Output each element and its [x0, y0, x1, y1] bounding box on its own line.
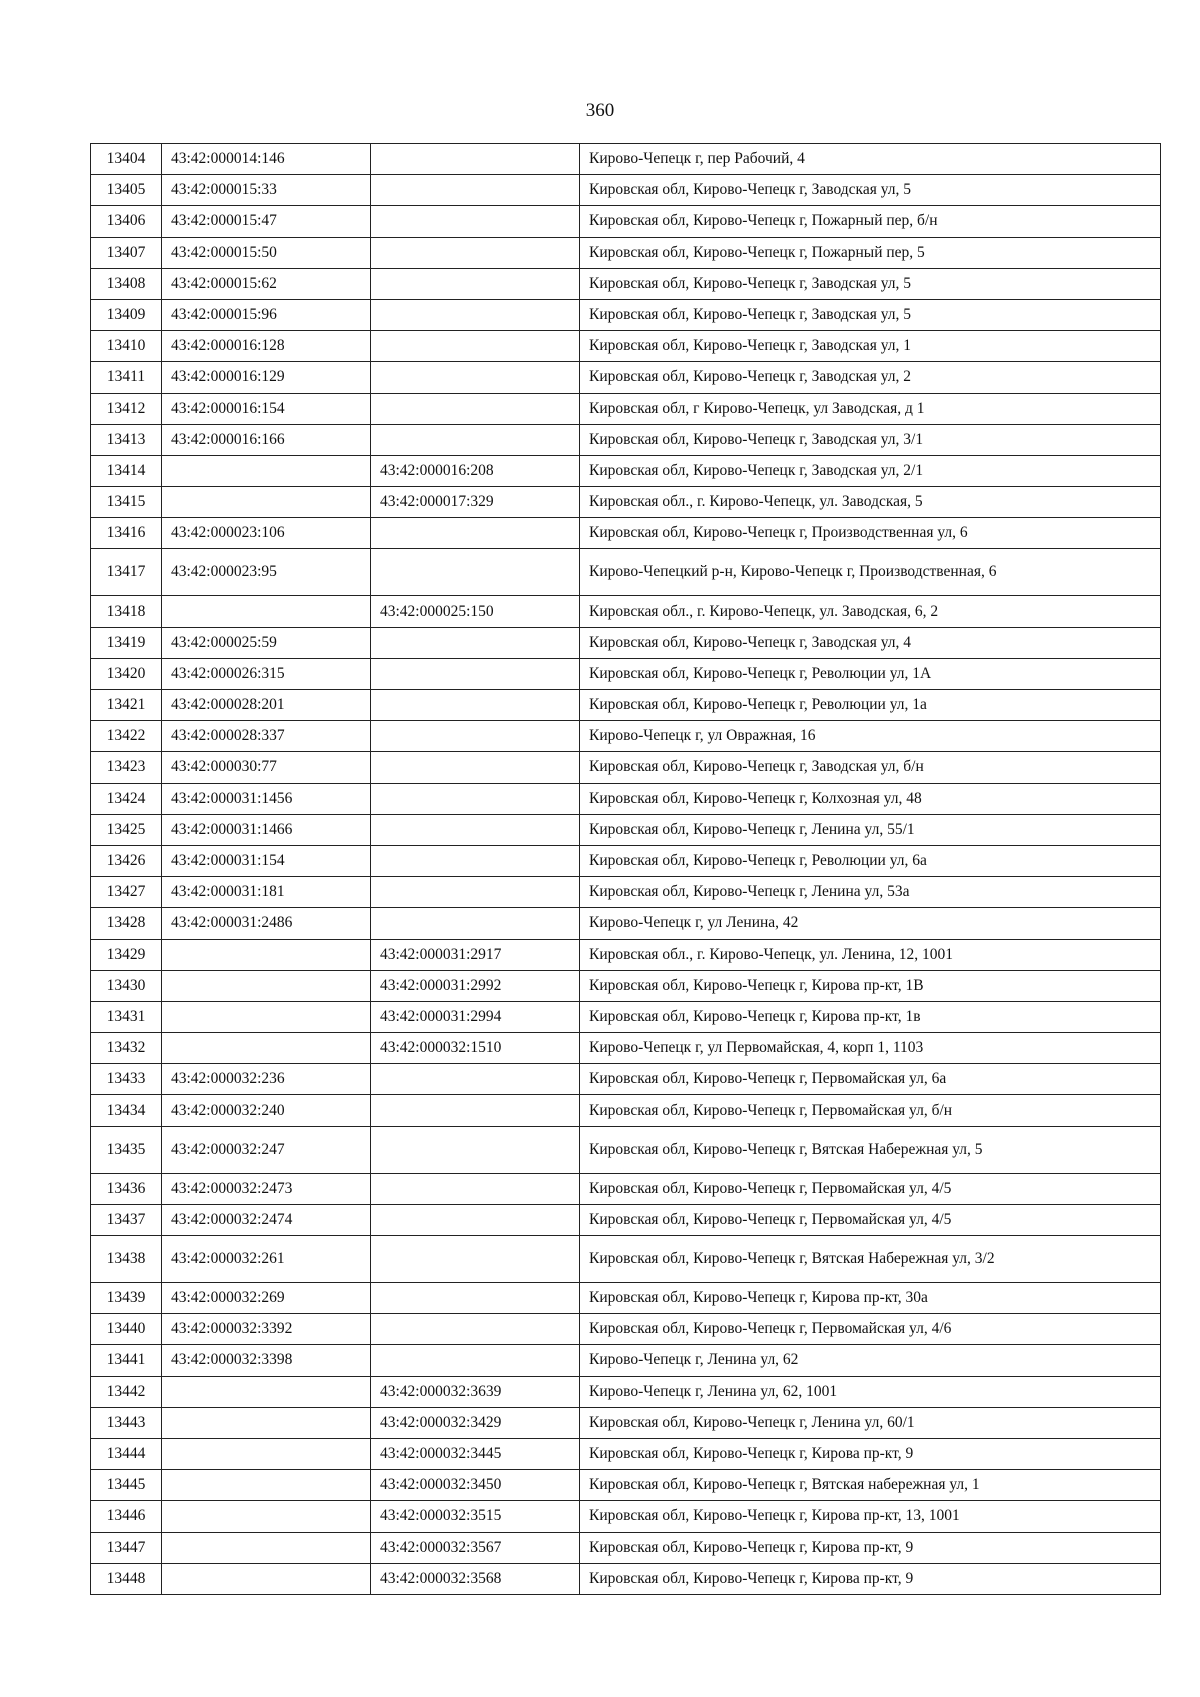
address-cell: Кировская обл, Кирово-Чепецк г, Кирова пр-кт, 1В [580, 970, 1161, 1001]
cadastral-number-cell: 43:42:000016:128 [162, 331, 371, 362]
cadastral-number-alt-cell [371, 1204, 580, 1235]
address-cell: Кировская обл, Кирово-Чепецк г, Пожарный пер, б/н [580, 206, 1161, 237]
row-number-cell: 13435 [91, 1126, 162, 1173]
cadastral-number-cell: 43:42:000032:3398 [162, 1345, 371, 1376]
table-row [91, 1438, 1161, 1469]
cadastral-number-alt-cell [371, 721, 580, 752]
cadastral-number-alt-cell: 43:42:000031:2992 [371, 970, 580, 1001]
table-row [91, 690, 1161, 721]
cadastral-number-cell: 43:42:000026:315 [162, 658, 371, 689]
table-row [91, 970, 1161, 1001]
address-cell: Кирово-Чепецк г, Ленина ул, 62, 1001 [580, 1376, 1161, 1407]
address-cell: Кировская обл, Кирово-Чепецк г, Революции ул, 1а [580, 690, 1161, 721]
cadastral-number-cell: 43:42:000031:154 [162, 845, 371, 876]
table-row [91, 299, 1161, 330]
row-number-cell: 13446 [91, 1501, 162, 1532]
table-row [91, 1563, 1161, 1594]
cadastral-number-alt-cell [371, 1064, 580, 1095]
row-number-cell: 13421 [91, 690, 162, 721]
cadastral-number-cell: 43:42:000025:59 [162, 627, 371, 658]
cadastral-number-alt-cell [371, 1314, 580, 1345]
cadastral-number-alt-cell: 43:42:000016:208 [371, 455, 580, 486]
address-cell: Кировская обл, Кирово-Чепецк г, Первомайская ул, 4/5 [580, 1204, 1161, 1235]
cadastral-number-alt-cell [371, 752, 580, 783]
cadastral-number-cell [162, 970, 371, 1001]
cadastral-number-alt-cell [371, 690, 580, 721]
row-number-cell: 13432 [91, 1033, 162, 1064]
cadastral-number-cell [162, 1407, 371, 1438]
cadastral-number-alt-cell [371, 1283, 580, 1314]
cadastral-number-cell: 43:42:000016:154 [162, 393, 371, 424]
table-row [91, 627, 1161, 658]
address-cell: Кировская обл, Кирово-Чепецк г, Кирова пр-кт, 30а [580, 1283, 1161, 1314]
cadastral-number-cell [162, 1438, 371, 1469]
table-row [91, 1064, 1161, 1095]
address-cell: Кировская обл, Кирово-Чепецк г, Заводская ул, 5 [580, 268, 1161, 299]
table-row [91, 814, 1161, 845]
cadastral-number-alt-cell: 43:42:000032:3567 [371, 1532, 580, 1563]
row-number-cell: 13439 [91, 1283, 162, 1314]
address-cell: Кировская обл, Кирово-Чепецк г, Первомайская ул, 6а [580, 1064, 1161, 1095]
address-cell: Кировская обл, г Кирово-Чепецк, ул Заводская, д 1 [580, 393, 1161, 424]
address-cell: Кировская обл, Кирово-Чепецк г, Ленина ул, 53а [580, 877, 1161, 908]
cadastral-number-alt-cell: 43:42:000032:3568 [371, 1563, 580, 1594]
address-cell: Кировская обл, Кирово-Чепецк г, Пожарный пер, 5 [580, 237, 1161, 268]
table-row [91, 393, 1161, 424]
registry-table [90, 143, 1161, 1595]
cadastral-number-alt-cell [371, 1126, 580, 1173]
table-row [91, 939, 1161, 970]
cadastral-number-alt-cell: 43:42:000032:3515 [371, 1501, 580, 1532]
cadastral-number-cell: 43:42:000032:2474 [162, 1204, 371, 1235]
cadastral-number-alt-cell [371, 908, 580, 939]
cadastral-number-alt-cell [371, 175, 580, 206]
table-row [91, 1376, 1161, 1407]
row-number-cell: 13419 [91, 627, 162, 658]
cadastral-number-alt-cell: 43:42:000032:3429 [371, 1407, 580, 1438]
row-number-cell: 13418 [91, 596, 162, 627]
cadastral-number-cell [162, 1470, 371, 1501]
address-cell: Кировская обл., г. Кирово-Чепецк, ул. Заводская, 6, 2 [580, 596, 1161, 627]
row-number-cell: 13438 [91, 1236, 162, 1283]
row-number-cell: 13407 [91, 237, 162, 268]
cadastral-number-cell: 43:42:000015:47 [162, 206, 371, 237]
row-number-cell: 13425 [91, 814, 162, 845]
row-number-cell: 13427 [91, 877, 162, 908]
table-row [91, 175, 1161, 206]
cadastral-number-cell: 43:42:000032:236 [162, 1064, 371, 1095]
table-row [91, 549, 1161, 596]
cadastral-number-alt-cell: 43:42:000032:1510 [371, 1033, 580, 1064]
address-cell: Кировская обл, Кирово-Чепецк г, Заводская ул, 5 [580, 175, 1161, 206]
address-cell: Кирово-Чепецк г, ул Овражная, 16 [580, 721, 1161, 752]
address-cell: Кировская обл, Кирово-Чепецк г, Заводская ул, 2 [580, 362, 1161, 393]
cadastral-number-cell: 43:42:000016:129 [162, 362, 371, 393]
table-row [91, 1095, 1161, 1126]
address-cell: Кирово-Чепецк г, ул Первомайская, 4, корп 1, 1103 [580, 1033, 1161, 1064]
row-number-cell: 13445 [91, 1470, 162, 1501]
table-row [91, 518, 1161, 549]
table-row [91, 362, 1161, 393]
cadastral-number-alt-cell [371, 627, 580, 658]
row-number-cell: 13434 [91, 1095, 162, 1126]
address-cell: Кировская обл, Кирово-Чепецк г, Кирова пр-кт, 1в [580, 1001, 1161, 1032]
cadastral-number-cell [162, 1501, 371, 1532]
table-row [91, 1407, 1161, 1438]
cadastral-number-cell [162, 1001, 371, 1032]
table-row [91, 424, 1161, 455]
cadastral-number-alt-cell: 43:42:000031:2994 [371, 1001, 580, 1032]
cadastral-number-alt-cell [371, 206, 580, 237]
cadastral-number-cell: 43:42:000015:62 [162, 268, 371, 299]
row-number-cell: 13415 [91, 487, 162, 518]
address-cell: Кировская обл, Кирово-Чепецк г, Колхозная ул, 48 [580, 783, 1161, 814]
cadastral-number-cell [162, 1532, 371, 1563]
table-row [91, 783, 1161, 814]
address-cell: Кировская обл, Кирово-Чепецк г, Заводская ул, 4 [580, 627, 1161, 658]
cadastral-number-cell: 43:42:000014:146 [162, 144, 371, 175]
table-row [91, 658, 1161, 689]
cadastral-number-alt-cell [371, 549, 580, 596]
address-cell: Кировская обл, Кирово-Чепецк г, Кирова пр-кт, 9 [580, 1532, 1161, 1563]
cadastral-number-alt-cell [371, 518, 580, 549]
row-number-cell: 13408 [91, 268, 162, 299]
table-row [91, 1204, 1161, 1235]
cadastral-number-cell: 43:42:000031:1466 [162, 814, 371, 845]
address-cell: Кировская обл, Кирово-Чепецк г, Заводская ул, 3/1 [580, 424, 1161, 455]
row-number-cell: 13441 [91, 1345, 162, 1376]
table-row [91, 455, 1161, 486]
table-row [91, 1173, 1161, 1204]
cadastral-number-alt-cell: 43:42:000032:3450 [371, 1470, 580, 1501]
table-row [91, 1501, 1161, 1532]
cadastral-number-cell: 43:42:000015:96 [162, 299, 371, 330]
cadastral-number-cell: 43:42:000032:261 [162, 1236, 371, 1283]
address-cell: Кирово-Чепецк г, пер Рабочий, 4 [580, 144, 1161, 175]
row-number-cell: 13436 [91, 1173, 162, 1204]
address-cell: Кировская обл, Кирово-Чепецк г, Заводская ул, 2/1 [580, 455, 1161, 486]
row-number-cell: 13414 [91, 455, 162, 486]
cadastral-number-alt-cell [371, 877, 580, 908]
table-row [91, 877, 1161, 908]
row-number-cell: 13420 [91, 658, 162, 689]
cadastral-number-alt-cell [371, 1173, 580, 1204]
cadastral-number-cell: 43:42:000016:166 [162, 424, 371, 455]
cadastral-number-alt-cell: 43:42:000032:3445 [371, 1438, 580, 1469]
table-row [91, 1532, 1161, 1563]
cadastral-number-alt-cell [371, 268, 580, 299]
cadastral-number-cell [162, 939, 371, 970]
address-cell: Кировская обл, Кирово-Чепецк г, Вятская Набережная ул, 3/2 [580, 1236, 1161, 1283]
row-number-cell: 13444 [91, 1438, 162, 1469]
cadastral-number-cell: 43:42:000015:33 [162, 175, 371, 206]
table-row [91, 1033, 1161, 1064]
cadastral-number-cell: 43:42:000028:201 [162, 690, 371, 721]
address-cell: Кировская обл, Кирово-Чепецк г, Вятская набережная ул, 1 [580, 1470, 1161, 1501]
cadastral-number-alt-cell [371, 783, 580, 814]
row-number-cell: 13423 [91, 752, 162, 783]
table-row [91, 1001, 1161, 1032]
address-cell: Кировская обл, Кирово-Чепецк г, Кирова пр-кт, 13, 1001 [580, 1501, 1161, 1532]
cadastral-number-cell: 43:42:000030:77 [162, 752, 371, 783]
row-number-cell: 13412 [91, 393, 162, 424]
cadastral-number-cell [162, 1376, 371, 1407]
cadastral-number-alt-cell [371, 1345, 580, 1376]
address-cell: Кировская обл, Кирово-Чепецк г, Кирова пр-кт, 9 [580, 1438, 1161, 1469]
cadastral-number-cell: 43:42:000031:1456 [162, 783, 371, 814]
table-row [91, 752, 1161, 783]
address-cell: Кирово-Чепецкий р-н, Кирово-Чепецк г, Производственная, 6 [580, 549, 1161, 596]
row-number-cell: 13430 [91, 970, 162, 1001]
cadastral-number-cell: 43:42:000031:181 [162, 877, 371, 908]
cadastral-number-cell [162, 1563, 371, 1594]
address-cell: Кировская обл., г. Кирово-Чепецк, ул. Заводская, 5 [580, 487, 1161, 518]
address-cell: Кировская обл, Кирово-Чепецк г, Революции ул, 6а [580, 845, 1161, 876]
cadastral-number-alt-cell [371, 331, 580, 362]
cadastral-number-alt-cell [371, 814, 580, 845]
cadastral-number-alt-cell: 43:42:000032:3639 [371, 1376, 580, 1407]
address-cell: Кирово-Чепецк г, Ленина ул, 62 [580, 1345, 1161, 1376]
table-row [91, 845, 1161, 876]
table-row [91, 1345, 1161, 1376]
table-row [91, 1126, 1161, 1173]
table-row [91, 487, 1161, 518]
table-row [91, 908, 1161, 939]
row-number-cell: 13405 [91, 175, 162, 206]
cadastral-number-cell: 43:42:000032:247 [162, 1126, 371, 1173]
row-number-cell: 13426 [91, 845, 162, 876]
cadastral-number-cell [162, 487, 371, 518]
row-number-cell: 13409 [91, 299, 162, 330]
row-number-cell: 13413 [91, 424, 162, 455]
row-number-cell: 13433 [91, 1064, 162, 1095]
row-number-cell: 13443 [91, 1407, 162, 1438]
row-number-cell: 13437 [91, 1204, 162, 1235]
address-cell: Кировская обл, Кирово-Чепецк г, Кирова пр-кт, 9 [580, 1563, 1161, 1594]
cadastral-number-cell [162, 596, 371, 627]
row-number-cell: 13404 [91, 144, 162, 175]
table-row [91, 144, 1161, 175]
cadastral-number-alt-cell [371, 393, 580, 424]
cadastral-number-alt-cell [371, 362, 580, 393]
address-cell: Кировская обл, Кирово-Чепецк г, Заводская ул, б/н [580, 752, 1161, 783]
cadastral-number-alt-cell [371, 144, 580, 175]
cadastral-number-alt-cell: 43:42:000017:329 [371, 487, 580, 518]
cadastral-number-alt-cell: 43:42:000025:150 [371, 596, 580, 627]
cadastral-number-cell: 43:42:000032:269 [162, 1283, 371, 1314]
table-row [91, 1314, 1161, 1345]
address-cell: Кировская обл, Кирово-Чепецк г, Первомайская ул, б/н [580, 1095, 1161, 1126]
cadastral-number-alt-cell: 43:42:000031:2917 [371, 939, 580, 970]
row-number-cell: 13440 [91, 1314, 162, 1345]
table-row [91, 206, 1161, 237]
cadastral-number-alt-cell [371, 237, 580, 268]
address-cell: Кировская обл, Кирово-Чепецк г, Ленина ул, 60/1 [580, 1407, 1161, 1438]
address-cell: Кировская обл, Кирово-Чепецк г, Ленина ул, 55/1 [580, 814, 1161, 845]
row-number-cell: 13448 [91, 1563, 162, 1594]
address-cell: Кировская обл., г. Кирово-Чепецк, ул. Ленина, 12, 1001 [580, 939, 1161, 970]
address-cell: Кировская обл, Кирово-Чепецк г, Первомайская ул, 4/5 [580, 1173, 1161, 1204]
cadastral-number-cell [162, 1033, 371, 1064]
cadastral-number-cell: 43:42:000015:50 [162, 237, 371, 268]
address-cell: Кировская обл, Кирово-Чепецк г, Заводская ул, 1 [580, 331, 1161, 362]
address-cell: Кирово-Чепецк г, ул Ленина, 42 [580, 908, 1161, 939]
cadastral-number-cell: 43:42:000032:2473 [162, 1173, 371, 1204]
cadastral-number-cell: 43:42:000028:337 [162, 721, 371, 752]
table-row [91, 1470, 1161, 1501]
address-cell: Кировская обл, Кирово-Чепецк г, Производственная ул, 6 [580, 518, 1161, 549]
cadastral-number-cell: 43:42:000023:95 [162, 549, 371, 596]
cadastral-number-alt-cell [371, 845, 580, 876]
address-cell: Кировская обл, Кирово-Чепецк г, Революции ул, 1А [580, 658, 1161, 689]
row-number-cell: 13424 [91, 783, 162, 814]
row-number-cell: 13416 [91, 518, 162, 549]
cadastral-number-alt-cell [371, 1095, 580, 1126]
address-cell: Кировская обл, Кирово-Чепецк г, Первомайская ул, 4/6 [580, 1314, 1161, 1345]
row-number-cell: 13411 [91, 362, 162, 393]
registry-table-body [91, 144, 1161, 1595]
cadastral-number-cell: 43:42:000031:2486 [162, 908, 371, 939]
address-cell: Кировская обл, Кирово-Чепецк г, Заводская ул, 5 [580, 299, 1161, 330]
cadastral-number-alt-cell [371, 658, 580, 689]
row-number-cell: 13417 [91, 549, 162, 596]
row-number-cell: 13428 [91, 908, 162, 939]
table-row [91, 331, 1161, 362]
row-number-cell: 13429 [91, 939, 162, 970]
cadastral-number-alt-cell [371, 1236, 580, 1283]
table-row [91, 268, 1161, 299]
table-row [91, 1283, 1161, 1314]
table-row [91, 596, 1161, 627]
cadastral-number-cell: 43:42:000023:106 [162, 518, 371, 549]
table-row [91, 1236, 1161, 1283]
row-number-cell: 13422 [91, 721, 162, 752]
cadastral-number-cell [162, 455, 371, 486]
row-number-cell: 13406 [91, 206, 162, 237]
row-number-cell: 13442 [91, 1376, 162, 1407]
address-cell: Кировская обл, Кирово-Чепецк г, Вятская Набережная ул, 5 [580, 1126, 1161, 1173]
cadastral-number-alt-cell [371, 299, 580, 330]
cadastral-number-cell: 43:42:000032:3392 [162, 1314, 371, 1345]
table-row [91, 237, 1161, 268]
page-number: 360 [585, 100, 615, 121]
row-number-cell: 13431 [91, 1001, 162, 1032]
cadastral-number-cell: 43:42:000032:240 [162, 1095, 371, 1126]
cadastral-number-alt-cell [371, 424, 580, 455]
table-row [91, 721, 1161, 752]
row-number-cell: 13410 [91, 331, 162, 362]
row-number-cell: 13447 [91, 1532, 162, 1563]
